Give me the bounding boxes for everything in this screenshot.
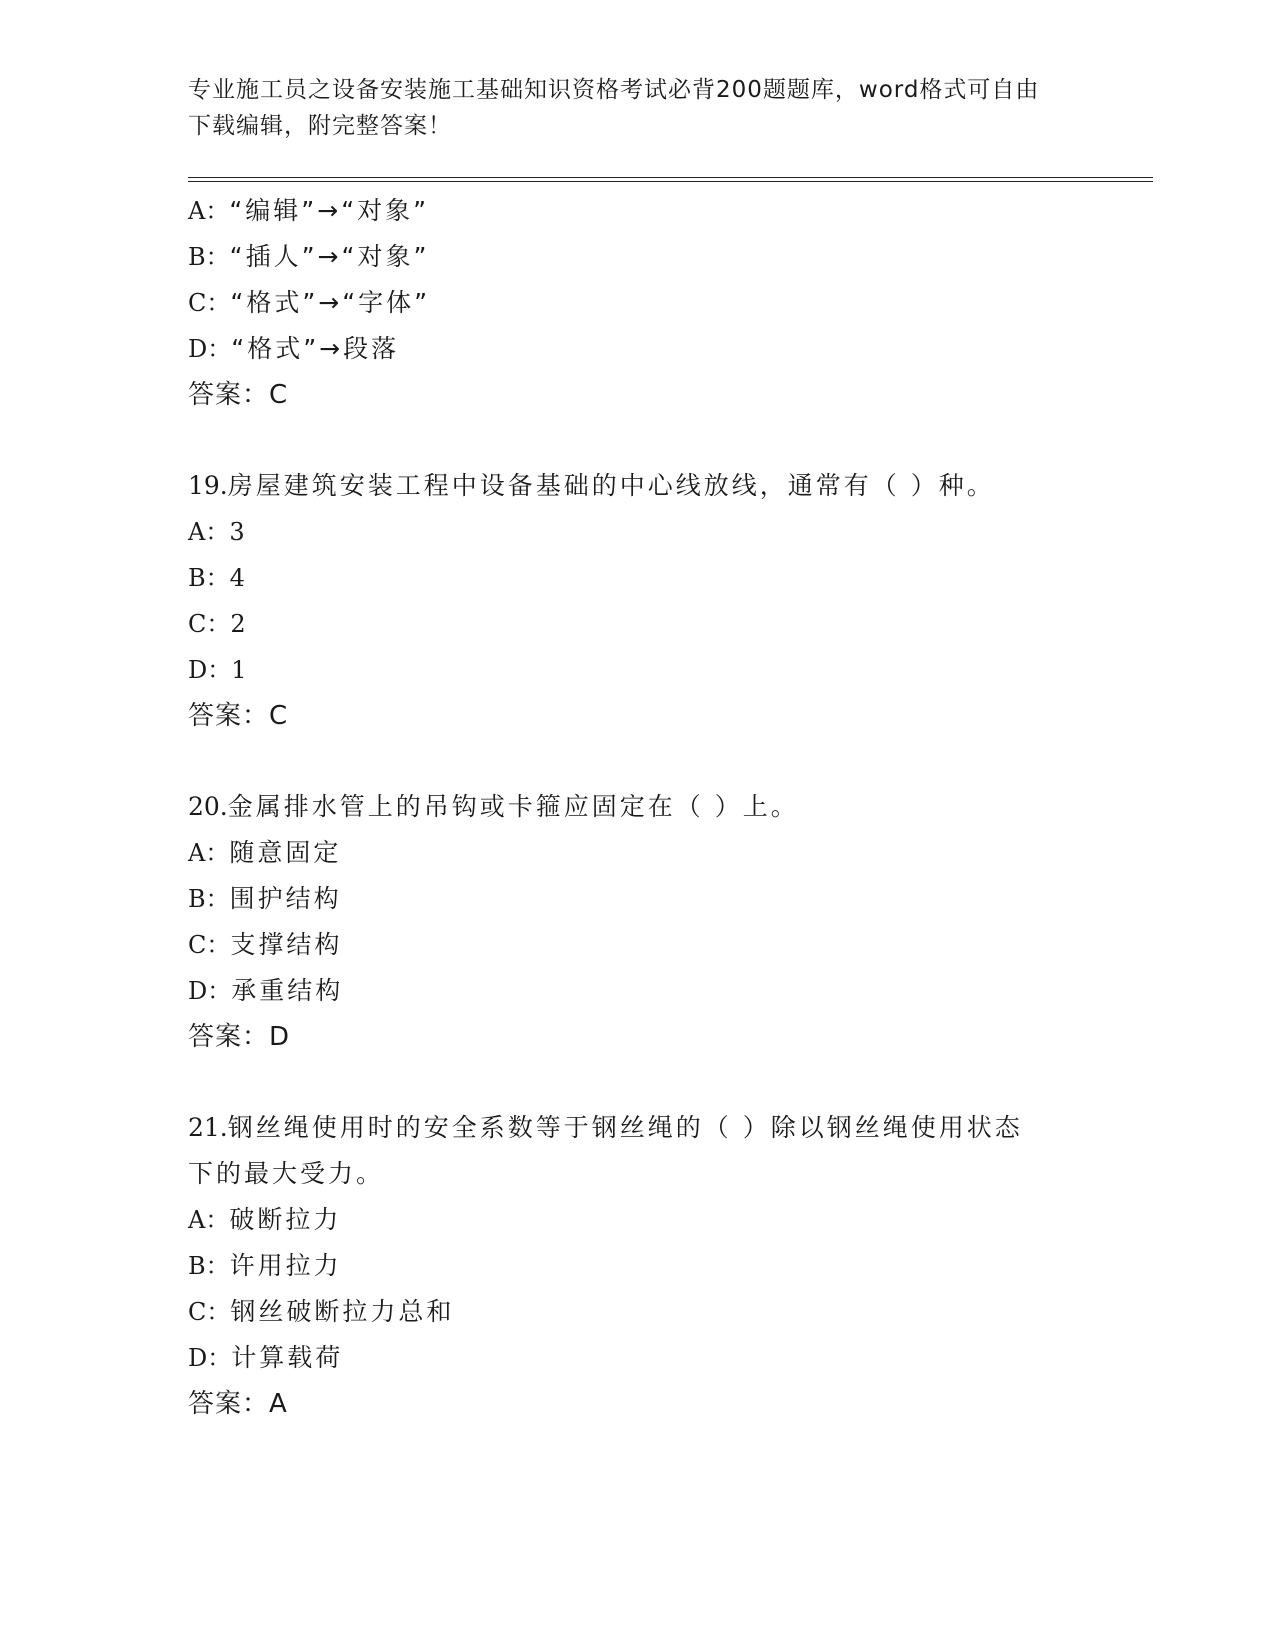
- spacer: [188, 739, 1118, 784]
- question-20-block: [188, 784, 1118, 1060]
- option-a: [188, 188, 1118, 234]
- option-letter: D：: [188, 1344, 232, 1372]
- option-b: [188, 555, 1118, 601]
- option-letter: B：: [188, 1252, 230, 1280]
- option-text: 计算载荷: [231, 1343, 344, 1372]
- question-text: 金属排水管上的吊钩或卡箍应固定在（ ）上。: [227, 792, 799, 821]
- option-text: “插人”→“对象”: [229, 242, 430, 271]
- option-text: 支撑结构: [230, 930, 343, 959]
- answer-line: 答案：C: [188, 701, 289, 731]
- option-a: [188, 509, 1118, 555]
- option-letter: C：: [188, 610, 231, 638]
- question-stem: [188, 463, 1118, 509]
- question-text: 房屋建筑安装工程中设备基础的中心线放线，通常有（ ）种。: [227, 471, 995, 500]
- option-letter: A：: [188, 518, 230, 546]
- option-letter: D：: [188, 656, 232, 684]
- question-list: [188, 188, 1118, 1427]
- option-c: [188, 280, 1118, 326]
- document-header: [188, 72, 1088, 144]
- option-d: [188, 968, 1118, 1014]
- option-letter: B：: [188, 564, 230, 592]
- option-text: 承重结构: [231, 976, 344, 1005]
- option-letter: C：: [188, 931, 231, 959]
- header-title-line-2: 下载编辑，附完整答案！: [188, 113, 452, 139]
- option-text: 2: [230, 610, 246, 638]
- option-text: 随意固定: [229, 838, 342, 867]
- question-number: 21.: [188, 1113, 228, 1142]
- option-letter: B：: [188, 885, 230, 913]
- option-letter: C：: [188, 289, 231, 317]
- question-text: 钢丝绳使用时的安全系数等于钢丝绳的（ ）除以钢丝绳使用状态: [227, 1113, 1023, 1142]
- option-text: 4: [229, 564, 245, 592]
- option-d: [188, 1335, 1118, 1381]
- header-divider-bottom: [188, 181, 1153, 182]
- option-c: [188, 1289, 1118, 1335]
- option-text: 破断拉力: [229, 1205, 342, 1234]
- question-21-block: [188, 1105, 1118, 1427]
- option-text: “编辑”→“对象”: [229, 196, 430, 225]
- question-number: 20.: [188, 792, 228, 821]
- option-text: 许用拉力: [229, 1251, 342, 1280]
- option-letter: D：: [188, 335, 232, 363]
- spacer: [188, 418, 1118, 463]
- option-letter: A：: [188, 1206, 230, 1234]
- option-a: [188, 1197, 1118, 1243]
- header-title-line-1: 专业施工员之设备安装施工基础知识资格考试必背200题题库，word格式可自由: [188, 77, 1040, 103]
- option-b: [188, 234, 1118, 280]
- option-b: [188, 876, 1118, 922]
- answer-line: 答案：C: [188, 380, 289, 410]
- question-stem: [188, 1105, 1118, 1151]
- option-c: [188, 922, 1118, 968]
- option-letter: C：: [188, 1298, 231, 1326]
- question-19-block: [188, 463, 1118, 739]
- option-text: “格式”→“字体”: [230, 288, 431, 317]
- option-a: [188, 830, 1118, 876]
- option-letter: A：: [188, 839, 230, 867]
- option-text: 1: [231, 656, 247, 684]
- option-text: “格式”→段落: [231, 334, 400, 363]
- option-text: 3: [229, 518, 245, 546]
- option-text: 围护结构: [229, 884, 342, 913]
- option-d: [188, 326, 1118, 372]
- option-letter: B：: [188, 243, 230, 271]
- option-c: [188, 601, 1118, 647]
- option-d: [188, 647, 1118, 693]
- answer-line: 答案：D: [188, 1022, 291, 1052]
- previous-question-block: [188, 188, 1118, 418]
- spacer: [188, 1060, 1118, 1105]
- option-letter: A：: [188, 197, 230, 225]
- answer-line: 答案：A: [188, 1389, 288, 1419]
- question-stem: [188, 784, 1118, 830]
- option-text: 钢丝破断拉力总和: [230, 1297, 455, 1326]
- question-stem-continued: 下的最大受力。: [188, 1159, 385, 1188]
- option-letter: D：: [188, 977, 232, 1005]
- header-divider-top: [188, 177, 1153, 178]
- question-number: 19.: [188, 471, 228, 500]
- option-b: [188, 1243, 1118, 1289]
